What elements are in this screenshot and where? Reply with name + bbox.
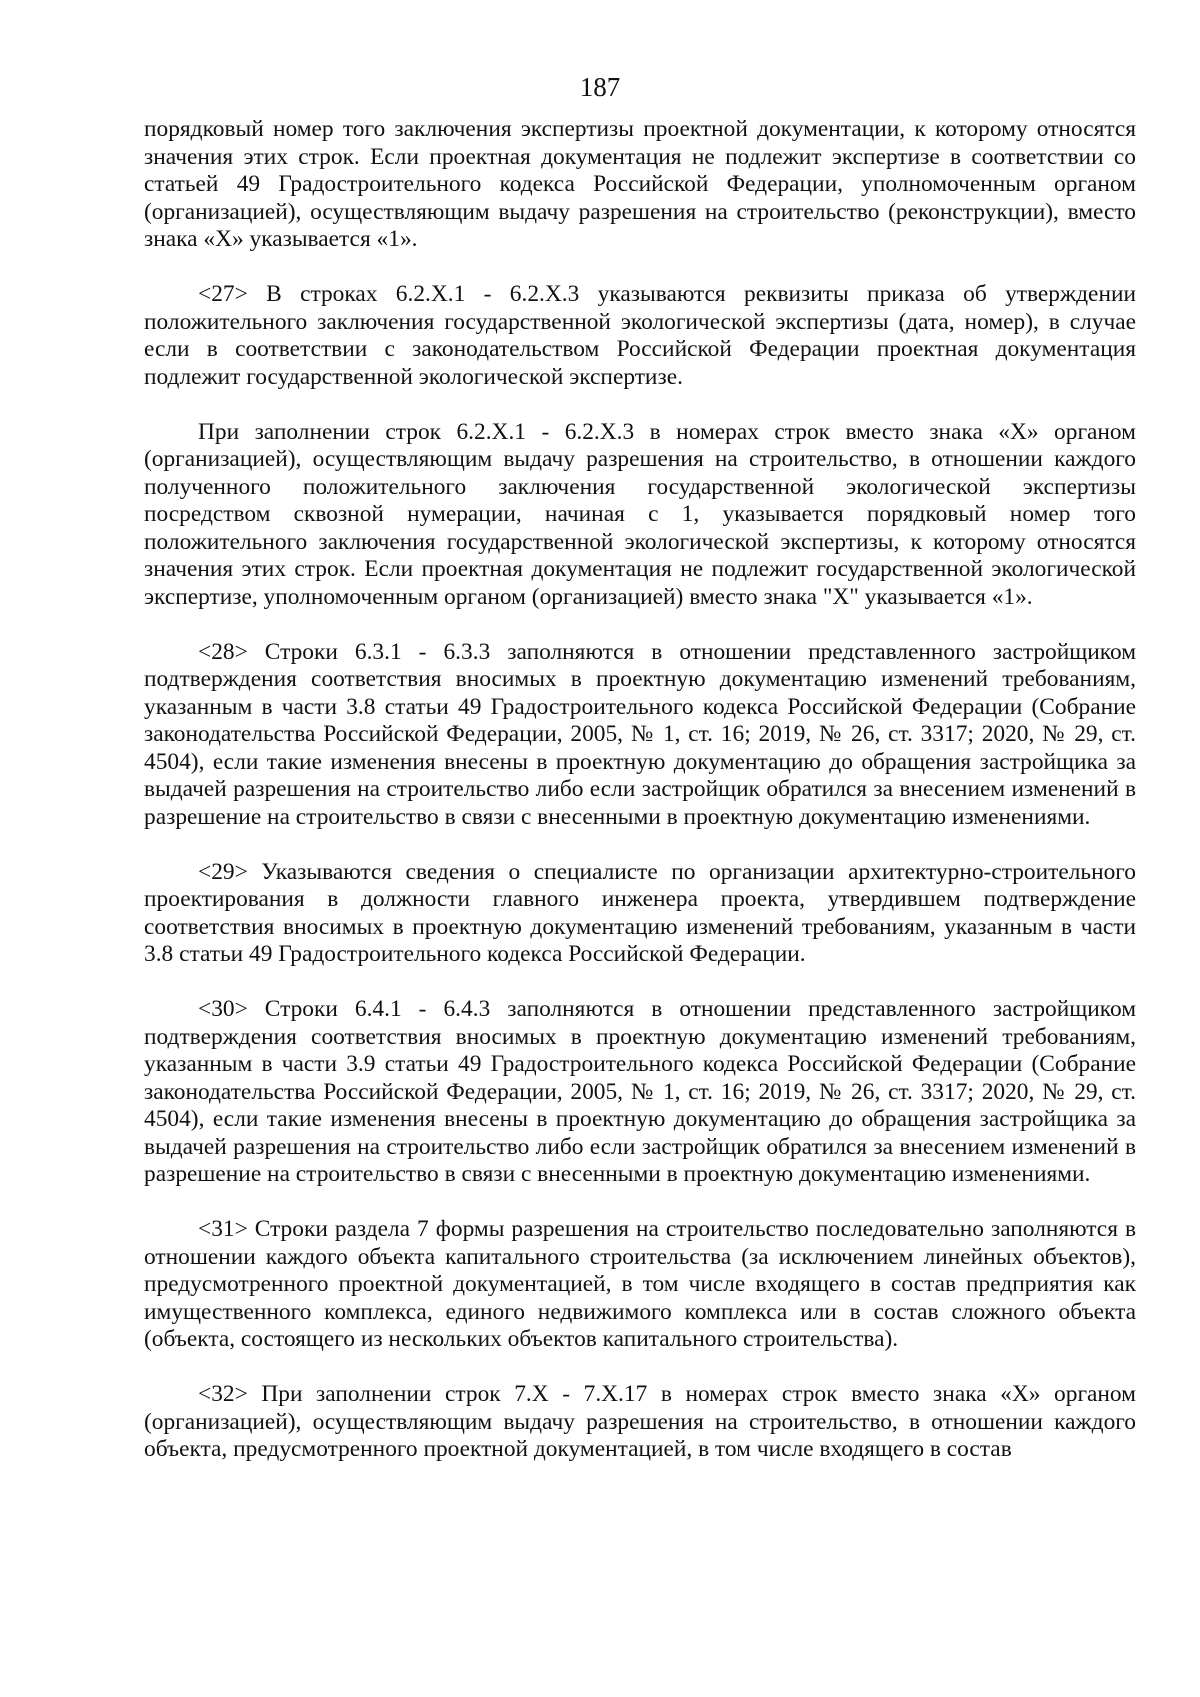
paragraph-continuation: порядковый номер того заключения экспертизы проектной документации, к которому относятся значения этих строк. Если проектная документация не подлежит экспертизе в соответствии со статьей 49 Градостроительного кодекса Российской Федерации, уполномоченным органом (организацией), осуществляющим выдачу разрешения на строительство (реконструкции), вместо знака «Х» указывается «1». (144, 116, 1136, 252)
footnote-29: <29> Указываются сведения о специалисте по организации архитектурно-строительного проектирования в должности главного инженера проекта, утвердившем подтверждение соответствия вносимых в проектную документацию изменений требованиям, указанным в части 3.8 статьи 49 Градостроительного кодекса Российской Федерации. (144, 858, 1136, 967)
page-number: 187 (579, 72, 621, 102)
footnote-30: <30> Строки 6.4.1 - 6.4.3 заполняются в отношении представленного застройщиком подтверждения соответствия вносимых в проектную документацию изменений требованиям, указанным в части 3.9 статьи 49 Градостроительного кодекса Российской Федерации (Собрание законодательства Российской Федерации, 2005, № 1, ст. 16; 2019, № 26, ст. 3317; 2020, № 29, ст. 4504), если такие изменения внесены в проектную документацию до обращения застройщика за выдачей разрешения на строительство либо если застройщик обратился за внесением изменений в разрешение на строительство в связи с внесенными в проектную документацию изменениями. (144, 996, 1136, 1187)
paragraph-filling-rules-6-2: При заполнении строк 6.2.Х.1 - 6.2.Х.3 в номерах строк вместо знака «Х» органом (организацией), осуществляющим выдачу разрешения на строительство, в отношении каждого полученного положительного заключения государственной экологической экспертизы посредством сквозной нумерации, начиная с 1, указывается порядковый номер того положительного заключения государственной экологической экспертизы, к которому относятся значения этих строк. Если проектная документация не подлежит государственной экологической экспертизе, уполномоченным органом (организацией) вместо знака "Х" указывается «1». (144, 418, 1136, 610)
footnote-31: <31> Строки раздела 7 формы разрешения на строительство последовательно заполняются в отношении каждого объекта капитального строительства (за исключением линейных объектов), предусмотренного проектной документацией, в том числе входящего в состав предприятия как имущественного комплекса, единого недвижимого комплекса или в состав сложного объекта (объекта, состоящего из нескольких объектов капитального строительства). (144, 1216, 1136, 1352)
footnote-28: <28> Строки 6.3.1 - 6.3.3 заполняются в отношении представленного застройщиком подтверждения соответствия вносимых в проектную документацию изменений требованиям, указанным в части 3.8 статьи 49 Градостроительного кодекса Российской Федерации (Собрание законодательства Российской Федерации, 2005, № 1, ст. 16; 2019, № 26, ст. 3317; 2020, № 29, ст. 4504), если такие изменения внесены в проектную документацию до обращения застройщика за выдачей разрешения на строительство либо если застройщик обратился за внесением изменений в разрешение на строительство в связи с внесенными в проектную документацию изменениями. (144, 638, 1136, 830)
footnote-32: <32> При заполнении строк 7.Х - 7.Х.17 в номерах строк вместо знака «Х» органом (организацией), осуществляющим выдачу разрешения на строительство, в отношении каждого объекта, предусмотренного проектной документацией, в том числе входящего в состав (144, 1381, 1136, 1462)
document-body (144, 116, 1136, 1464)
footnote-27: <27> В строках 6.2.Х.1 - 6.2.Х.3 указываются реквизиты приказа об утверждении положительного заключения государственной экологической экспертизы (дата, номер), в случае если в соответствии с законодательством Российской Федерации проектная документация подлежит государственной экологической экспертизе. (144, 281, 1136, 390)
